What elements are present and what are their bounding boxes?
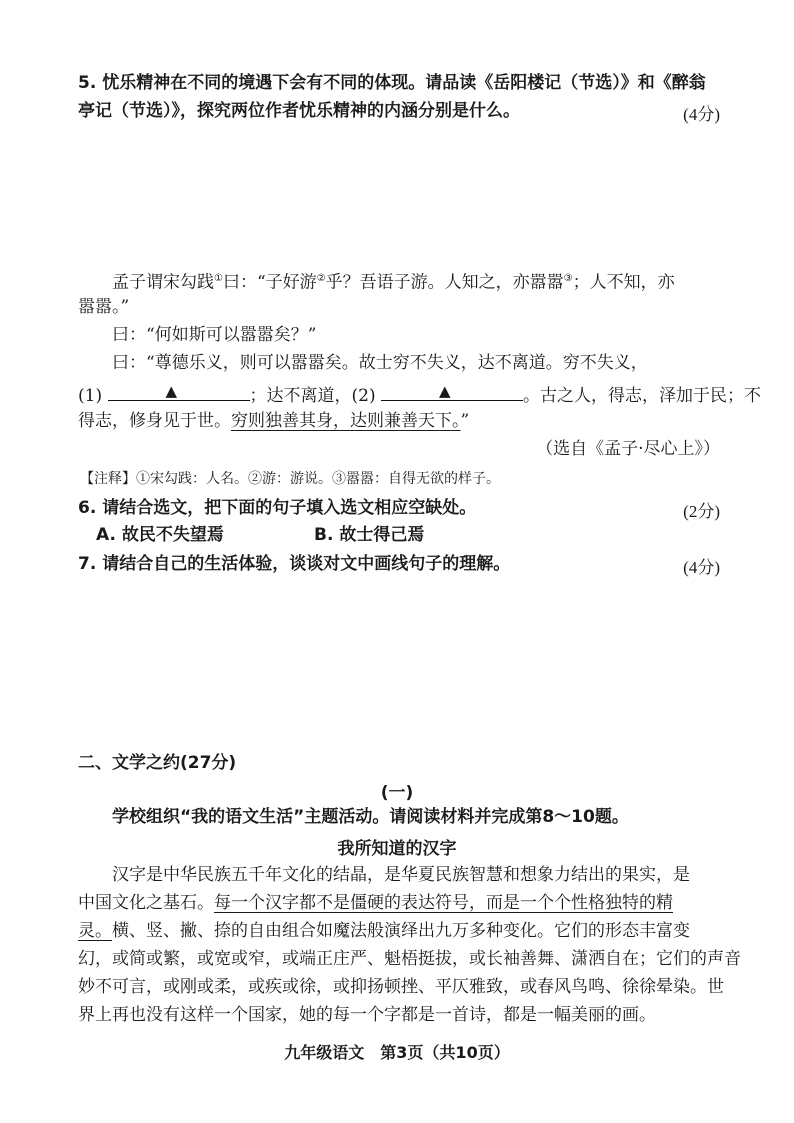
blank-1[interactable] xyxy=(108,382,250,401)
article-text: 中国文化之基石。 xyxy=(78,893,214,913)
article-line3 xyxy=(78,920,690,942)
q6-score: (2分) xyxy=(683,502,720,521)
triangle-icon: ▲ xyxy=(165,382,178,400)
q7-text: 7. 请结合自己的生活体验，谈谈对文中画线句子的理解。 xyxy=(78,554,511,574)
article-line4: 幻，或简或繁，或宽或窄，或端正庄严、魁梧挺拔，或长袖善舞、潇洒自在；它们的声音 xyxy=(78,949,741,969)
article-line1: 汉字是中华民族五千年文化的结晶，是华夏民族智慧和想象力结出的果实，是 xyxy=(112,865,690,885)
passage-line4: 曰：“尊德乐义，则可以嚣嚣矣。故士穷不失义，达不离道。穷不失义， xyxy=(112,353,648,373)
passage-text: ；达不离道，(2) xyxy=(249,386,376,406)
passage-text: 曰：“子好游 xyxy=(222,272,317,293)
passage-text: 乎？吾语子游。人知之，亦嚣嚣 xyxy=(325,272,564,293)
passage-text: 得志，修身见于世。 xyxy=(78,411,231,431)
q6-option-a: A. 故民不失望焉 xyxy=(96,525,224,545)
blank-2[interactable] xyxy=(381,382,523,401)
section-heading: 二、文学之约(27分) xyxy=(78,753,237,773)
article-line6: 界上再也没有这样一个国家，她的每一个字都是一首诗，都是一幅美丽的画。 xyxy=(78,1005,656,1025)
article-text: 横、竖、撇、捺的自由组合如魔法般演绎出九万多种变化。它们的形态丰富变 xyxy=(112,921,690,941)
passage-line2: 嚣嚣。” xyxy=(78,297,130,317)
article-line2 xyxy=(78,892,673,914)
passage-text: ” xyxy=(460,411,470,431)
q5-line2: 亭记（节选）》，探究两位作者忧乐精神的内涵分别是什么。 xyxy=(78,101,520,121)
underlined-sentence: 每一个汉字都不是僵硬的表达符号，而是一个个性格独特的精 xyxy=(214,893,673,913)
article-line5: 妙不可言，或刚或柔，或疾或徐，或抑扬顿挫、平仄雅致，或春风鸟鸣、徐徐晕染。世 xyxy=(78,977,724,997)
q6-option-b: B. 故士得己焉 xyxy=(314,525,425,545)
passage-line5 xyxy=(78,382,761,407)
passage-line1 xyxy=(112,268,675,294)
section-intro: 学校组织“我的语文生活”主题活动。请阅读材料并完成第8～10题。 xyxy=(112,807,629,827)
underlined-sentence: 穷则独善其身，达则兼善天下。 xyxy=(231,411,461,431)
passage-line6 xyxy=(78,410,469,432)
page-footer: 九年级语文 第3页（共10页） xyxy=(284,1043,510,1062)
passage-text: 。古之人，得志，泽加于民；不 xyxy=(523,386,761,406)
footnote-marker: ③ xyxy=(563,273,573,284)
footnote-marker: ① xyxy=(214,273,223,284)
passage-note: 【注释】①宋勾践：人名。②游：游说。③嚣嚣：自得无欲的样子。 xyxy=(80,471,500,487)
q6-text: 6. 请结合选文，把下面的句子填入选文相应空缺处。 xyxy=(78,498,477,518)
q5-line1: 5. 忧乐精神在不同的境遇下会有不同的体现。请品读《岳阳楼记（节选）》和《醉翁 xyxy=(78,73,706,93)
q5-score: (4分) xyxy=(683,105,720,124)
underlined-sentence: 灵。 xyxy=(78,921,112,941)
passage-text: ；人不知，亦 xyxy=(572,272,675,293)
q7-score: (4分) xyxy=(683,558,720,577)
section-sub: (一) xyxy=(380,783,414,803)
passage-line3: 曰：“何如斯可以嚣嚣矣？” xyxy=(112,325,317,345)
footnote-marker: ② xyxy=(316,273,326,284)
passage-text: 孟子谓宋勾践 xyxy=(112,272,214,293)
passage-source: （选自《孟子·尽心上》） xyxy=(536,439,720,459)
blank-number: (1) xyxy=(78,386,103,406)
triangle-icon: ▲ xyxy=(439,382,451,400)
article-title: 我所知道的汉字 xyxy=(337,839,457,859)
